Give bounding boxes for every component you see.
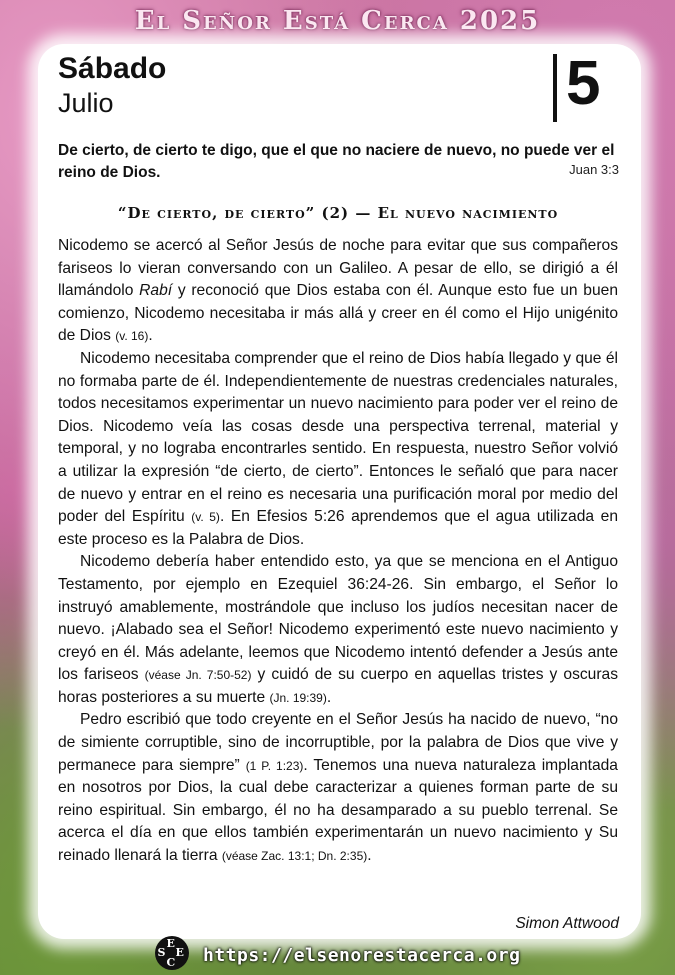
scripture-ref: (1 P. 1:23) — [245, 758, 304, 773]
devotional-body — [58, 235, 618, 868]
text-run: Nicodemo necesitaba comprender que el reino de Dios había llegado y que él no formaba parte de él. Independientemente de nuestras credenciales naturales, todos necesitamos experimentar un nuevo nacimiento para poder ver el reino de Dios. Nicodemo veía las cosas desde una perspectiva terrenal, material y temporal, y no lograba encontrarles sentido. En respuesta, nuestro Señor volvió a utilizar la expresión “de cierto, de cierto”. Entonces le señaló que para nacer de nuevo y entrar en el reino es necesaria una purificación moral por medio del poder del Espíritu — [58, 349, 618, 526]
date-divider — [553, 54, 557, 122]
website-link[interactable]: https://elsenorestacerca.org — [203, 944, 521, 966]
text-run: Pedro escribió que todo creyente en el Señor Jesús ha nacido de nuevo, “no de simiente corruptible, sino de incorruptible, por la palabra de Dios que vive y permanece para siempre” — [58, 711, 618, 774]
publisher-logo-icon — [155, 936, 189, 970]
weekday: Sábado — [58, 52, 167, 85]
section-title: “De cierto, de cierto” (2) — El nuevo nacimiento — [117, 204, 559, 222]
logo-letter: C — [166, 956, 176, 969]
paragraph-1 — [58, 235, 618, 348]
paragraph-3 — [58, 551, 618, 709]
text-run: . En Efesios 5:26 aprendemos que el agua utilizada en este proceso es la Palabra de Dios. — [58, 508, 618, 548]
scripture-ref: (véase Jn. 7:50-52) — [144, 668, 252, 683]
scripture-ref: (v. 5) — [191, 510, 220, 525]
text-run: . — [326, 688, 332, 706]
text-run: Nicodemo se acercó al Señor Jesús de noche para evitar que sus compañeros fariseos lo vieran conversando con un Galileo. A pesar de ello, se dirigió a él llamándolo — [58, 237, 618, 300]
text-run: . Tenemos una nueva naturaleza implantada en nosotros por Dios, la cual debe caracterizar a quienes forman parte de su reino espiritual. Sin embargo, él no ha desamparado a su pueblo terrenal. Se acerca el día en que ellos también experimentarán un nuevo nacimiento y Su reinado llenará la tierra — [58, 756, 618, 865]
text-run: . — [148, 327, 153, 345]
footer — [0, 937, 675, 970]
day-number: 5 — [566, 49, 601, 118]
logo-letter: E — [166, 937, 175, 950]
emphasis: Rabí — [139, 282, 173, 300]
text-run: y reconoció que Dios estaba con él. Aunque esto fue un buen comienzo, Nicodemo necesitaba ir más allá y creer en él como el Hijo unigénito de Dios — [58, 282, 618, 345]
key-verse: De cierto, de cierto te digo, que el que no naciere de nuevo, no puede ver el reino de Dios. — [58, 142, 615, 181]
author-name: Simon Attwood — [515, 915, 619, 932]
scripture-ref: (véase Zac. 13:1; Dn. 2:35) — [221, 849, 368, 864]
text-run: y cuidó de su cuerpo en aquellas tristes y oscuras horas posteriores a su muerte — [58, 666, 618, 706]
paragraph-4 — [58, 709, 618, 867]
logo-letter: E — [175, 946, 184, 959]
month: Julio — [58, 88, 114, 118]
verse-reference: Juan 3:3 — [569, 162, 619, 177]
publication-title: El Señor Está Cerca 2025 — [134, 6, 541, 36]
text-run: . — [367, 847, 372, 865]
scripture-ref: (v. 16) — [115, 329, 149, 344]
scripture-ref: (Jn. 19:39) — [269, 690, 327, 705]
paragraph-2 — [58, 348, 618, 551]
devotional-card — [38, 44, 641, 939]
logo-letter: S — [157, 946, 166, 959]
text-run: Nicodemo debería haber entendido esto, ya que se menciona en el Antiguo Testamento, por ejemplo en Ezequiel 36:24-26. Sin embargo, el Señor lo instruyó amablemente, mostrándole que incluso los judíos necesitan nacer de nuevo. ¡Alabado sea el Señor! Nicodemo experimentó este nuevo nacimiento y creyó en él. Más adelante, leemos que Nicodemo intentó defender a Jesús ante los fariseos — [58, 553, 618, 684]
